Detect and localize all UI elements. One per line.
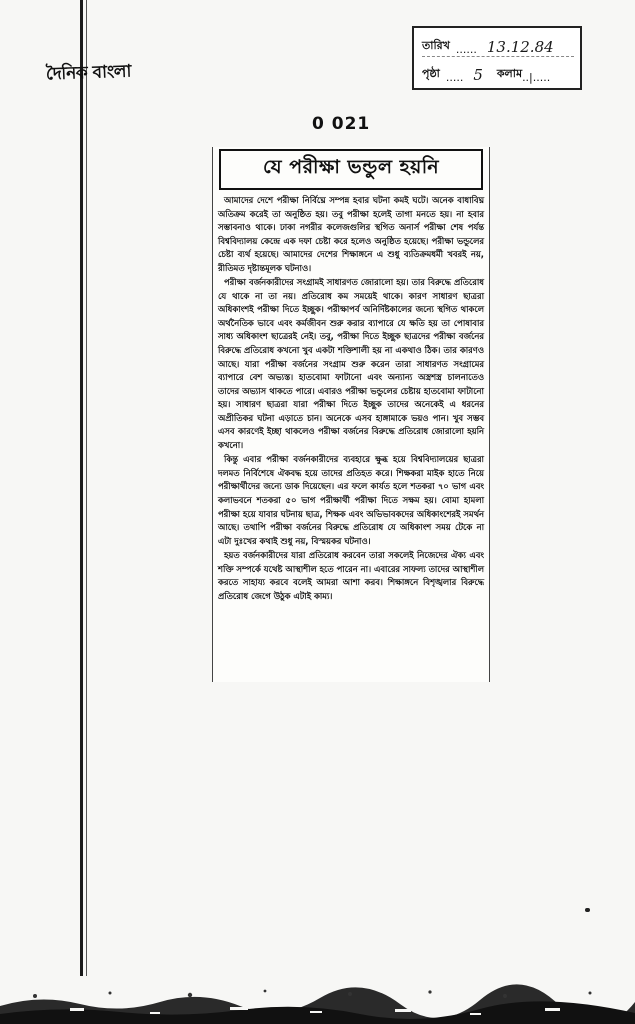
- scan-speck: [585, 908, 590, 912]
- article-paragraph: পরীক্ষা বর্জনকারীদের সংগ্রামই সাধারণত জোরালো হয়। তার বিরুদ্ধে প্রতিরোধ যে থাকে না তা নয়। প্রতিরোধ কম সময়েই থাকে। কারণ সাধারণ ছাত্ররা অধিকাংশই পরীক্ষা দিতে ইচ্ছুক। পরীক্ষাপর্ব অনির্দিষ্টকালের জন্যে স্থগিত থাকলে অর্থনৈতিক ভাবে এবং কর্মজীবন শুরু করার ব্যাপারে যে ক্ষতি হয় তা পোষাবার সাধ্য অধিকাংশ ছাত্রেরই নেই। তবু, পরীক্ষা দিতে ইচ্ছুক ছাত্রদের পরীক্ষা বর্জনের বিরুদ্ধে প্রতিরোধ কখনো খুব একটা শক্তিশালী হয় না একথাও ঠিক। তার কারণও আছে। যারা পরীক্ষা বর্জনের সংগ্রাম শুরু করেন তারা সাধারণত সংগ্রামের ব্যাপারে বেশ অভ্যস্ত। হাতবোমা ফাটানো এবং অন্যান্য অস্ত্রশস্ত্র চালনাতেও তাদের অভ্যাস থাকতে পারে। এবারও পরীক্ষা ভন্ডুলের চেষ্টায় হাতবোমা ফাটানো হয়। সাধারণ ছাত্ররা যারা পরীক্ষা দিতে ইচ্ছুক তাদের অনেকেই এ ধরনের অপ্রীতিকর ঘটনা এড়াতে চান। অনেকে এসব হাঙ্গামাকে ভয়ও পান। খুব সম্ভব এসব কারণেই ইচ্ছা থাকলেও পরীক্ষা বর্জনের বিরুদ্ধে প্রতিরোধ জোরালো হয়নি কখনো।: [218, 277, 484, 450]
- article-headline: যে পরীক্ষা ভন্ডুল হয়নি: [219, 149, 483, 190]
- article-body: [213, 194, 489, 603]
- stamp-dots: ..|.....: [522, 71, 551, 84]
- stamp-page-label: পৃষ্ঠা: [422, 67, 440, 80]
- article-paragraph: হয়ত বর্জনকারীদের যারা প্রতিরোধ করবেন তারা সকলেই নিজেদের ঐক্য এবং শক্তি সম্পর্কে যথেষ্ট আস্থাশীল হতে পারেন না। এবারের সাফল্য তাদের আস্থাশীল করতে সাহায্য করবে বলেই আমরা আশা করব। শিক্ষাঙ্গনে বিশৃঙ্খলার বিরুদ্ধে প্রতিরোধ জেগে উঠুক এটাই কাম্য।: [218, 550, 484, 601]
- article-paragraph: আমাদের দেশে পরীক্ষা নির্বিঘ্নে সম্পন্ন হবার ঘটনা কমই ঘটে। অনেক বাধাবিঘ্ন অতিক্রম করেই তা অনুষ্ঠিত হয়। তবু পরীক্ষা হলেই তাগা মনতে হয়। না হবার সম্ভাবনাও থাকে। ঢাকা নগরীর কলেজগুলির স্থগিত অনার্স পরীক্ষা শেষ পর্যন্ত বিশ্ববিদ্যালয় কেন্দ্রে এক দফা চেষ্টা করে হলেও অনুষ্ঠিত হয়েছে। পরীক্ষা ভন্ডুলের চেষ্টা ব্যর্থ হয়েছে। আমাদের দেশের শিক্ষাঙ্গনে এ শুধু ব্যতিক্রমধর্মী খবরই নয়, রীতিমত দৃষ্টান্তমূলক ঘটনাও।: [218, 195, 484, 273]
- stamp-date-value: 13.12.84: [486, 38, 554, 56]
- binding-margin-line-secondary: [86, 0, 87, 1024]
- newspaper-name: দৈনিক বাংলা: [45, 61, 132, 85]
- serial-number: 0 021: [312, 114, 371, 134]
- binding-margin-line: [80, 0, 83, 1024]
- stamp-date-row: [422, 34, 574, 57]
- stamp-dots: ......: [455, 43, 477, 56]
- stamp-date-label: তারিখ: [422, 39, 450, 52]
- article-paragraph: কিন্তু এবার পরীক্ষা বর্জনকারীদের ব্যবহারে ক্ষুব্ধ হয়ে বিশ্ববিদ্যালয়ের ছাত্ররা দলমত নির্বিশেষে ঐকবদ্ধ হয়ে তাদের প্রতিহত করে। শিক্ষকরা মাইক হাতে নিয়ে পরীক্ষার্থীদের জন্যে ডাক দিয়েছেন। এর ফলে কার্যত হলে শতকরা ৭০ ভাগ এবং কলাভবনে শতকরা ৫০ ভাগ পরীক্ষার্থী পরীক্ষা দিতে সক্ষম হয়। বোমা হামলা পরীক্ষা হয়ে যাবার ঘটনায় ছাত্র, শিক্ষক এবং অভিভাবকদের অধিকাংশেরই সমর্থন আছে। তথাপি পরীক্ষা বর্জনের বিরুদ্ধে প্রতিরোধ যে অধিকাংশ সময় টেকে না এটা দুঃখের কথাই শুধু নয়, বিস্ময়কর ঘটনাও।: [218, 454, 484, 546]
- newspaper-clipping: [212, 147, 490, 682]
- stamp-column-label: কলাম: [496, 67, 523, 80]
- date-page-stamp: [412, 26, 582, 90]
- stamp-dots: .....: [445, 71, 464, 84]
- stamp-page-value: 5: [473, 66, 483, 84]
- scan-noise-band: [0, 976, 635, 1024]
- stamp-page-row: [422, 62, 574, 84]
